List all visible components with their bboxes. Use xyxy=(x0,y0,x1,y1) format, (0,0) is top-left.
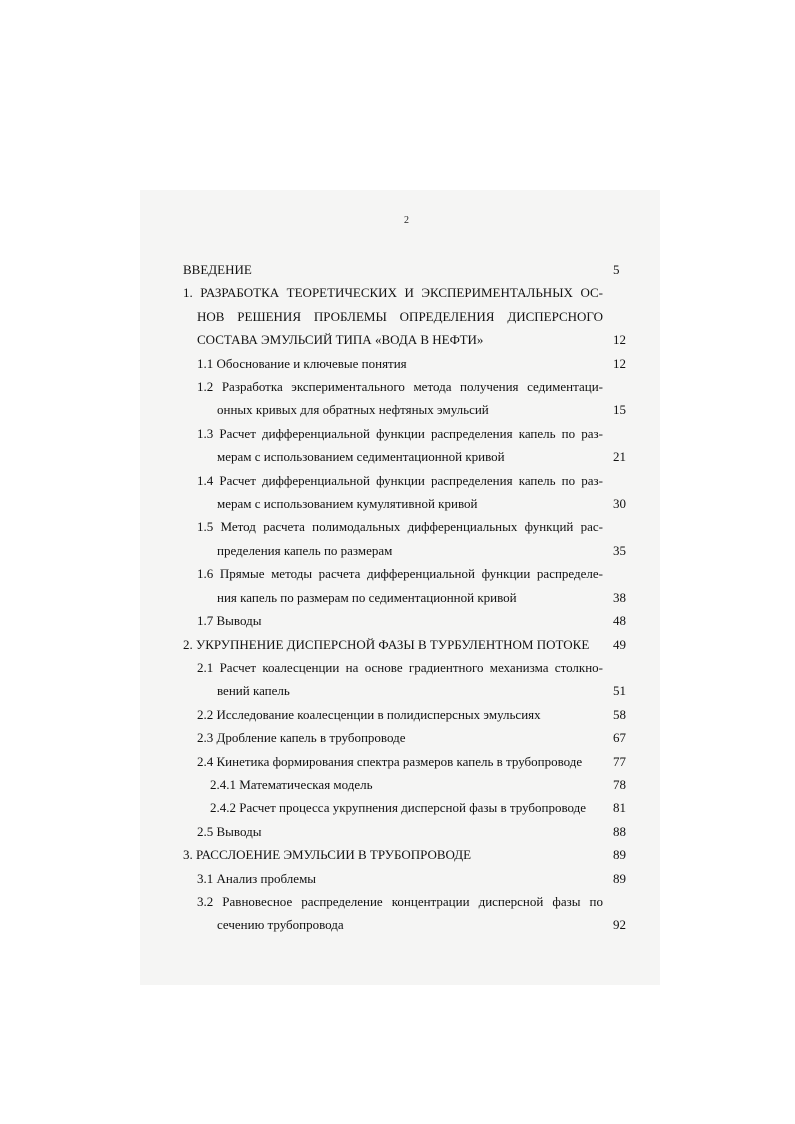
toc-line: 1.2 Разработка экспериментального метода получения седиментаци- xyxy=(197,379,603,395)
toc-entry-2-4 xyxy=(183,750,643,773)
toc-line: 3. РАССЛОЕНИЕ ЭМУЛЬСИИ В ТРУБОПРОВОДЕ xyxy=(183,847,472,863)
toc-entry-3-1 xyxy=(183,867,643,890)
toc-line: 2.4 Кинетика формирования спектра размеров капель в трубопроводе xyxy=(197,753,583,769)
toc-line: онных кривых для обратных нефтяных эмульсий xyxy=(217,402,489,418)
toc-page: 51 xyxy=(613,683,626,699)
toc-line: 2.5 Выводы xyxy=(197,823,262,839)
toc-page: 21 xyxy=(613,449,626,465)
toc-page: 81 xyxy=(613,800,626,816)
toc-page: 5 xyxy=(613,262,620,277)
toc-page: 12 xyxy=(613,332,626,348)
toc-entry-2-1 xyxy=(183,656,643,703)
toc-line: 1.5 Метод расчета полимодальных дифференциальных функций рас- xyxy=(197,519,603,535)
toc-page: 77 xyxy=(613,753,626,769)
toc-entry-1-3 xyxy=(183,422,643,469)
toc-entry-1-4 xyxy=(183,469,643,516)
toc-page: 12 xyxy=(613,355,626,371)
toc-page: 88 xyxy=(613,823,626,839)
toc-line: сечению трубопровода xyxy=(217,917,344,933)
toc-line: 1.6 Прямые методы расчета дифференциальной функции распределе- xyxy=(197,566,603,582)
toc-line: 1.4 Расчет дифференциальной функции распределения капель по раз- xyxy=(197,472,603,488)
toc-line: 2.3 Дробление капель в трубопроводе xyxy=(197,730,406,746)
toc-page: 67 xyxy=(613,730,626,746)
page-number: 2 xyxy=(404,215,409,226)
toc-line: мерам с использованием кумулятивной кривой xyxy=(217,496,478,512)
toc-line: вений капель xyxy=(217,683,290,699)
toc-line: 1.7 Выводы xyxy=(197,613,262,629)
toc-entry-2-4-1 xyxy=(183,773,643,796)
toc-line: 2.1 Расчет коалесценции на основе градиентного механизма столкно- xyxy=(197,659,603,675)
toc-line: 2.4.1 Математическая модель xyxy=(210,776,373,792)
toc-page: 48 xyxy=(613,613,626,629)
toc-line: ВВЕДЕНИЕ xyxy=(183,262,252,277)
toc-page: 35 xyxy=(613,542,626,558)
toc-page: 58 xyxy=(613,706,626,722)
toc-line: пределения капель по размерам xyxy=(217,542,393,558)
table-of-contents xyxy=(183,258,643,937)
toc-entry-1-2 xyxy=(183,375,643,422)
toc-line: 3.1 Анализ проблемы xyxy=(197,870,317,886)
toc-page: 78 xyxy=(613,776,626,792)
toc-entry-1-5 xyxy=(183,515,643,562)
toc-line: 2.4.2 Расчет процесса укрупнения дисперсной фазы в трубопроводе xyxy=(210,800,587,816)
toc-line: мерам с использованием седиментационной кривой xyxy=(217,449,505,465)
toc-page: 89 xyxy=(613,870,626,886)
toc-line: 1.1 Обоснование и ключевые понятия xyxy=(197,355,407,371)
toc-entry-introduction xyxy=(183,258,643,281)
toc-entry-1-1 xyxy=(183,352,643,375)
toc-page: 92 xyxy=(613,917,626,933)
toc-page: 49 xyxy=(613,636,626,652)
toc-page: 30 xyxy=(613,496,626,512)
toc-entry-chapter-1 xyxy=(183,281,643,351)
toc-entry-2-2 xyxy=(183,703,643,726)
toc-entry-2-3 xyxy=(183,726,643,749)
toc-line: 3.2 Равновесное распределение концентрации дисперсной фазы по xyxy=(197,893,603,909)
toc-entry-chapter-2 xyxy=(183,633,643,656)
toc-entry-2-4-2 xyxy=(183,796,643,819)
toc-entry-1-7 xyxy=(183,609,643,632)
toc-line: 1. РАЗРАБОТКА ТЕОРЕТИЧЕСКИХ И ЭКСПЕРИМЕНТАЛЬНЫХ ОС- xyxy=(183,285,603,301)
toc-line: ния капель по размерам по седиментационной кривой xyxy=(217,589,517,605)
toc-page: 89 xyxy=(613,847,626,863)
toc-line: СОСТАВА ЭМУЛЬСИЙ ТИПА «ВОДА В НЕФТИ» xyxy=(197,332,484,348)
toc-entry-3-2 xyxy=(183,890,643,937)
toc-page: 38 xyxy=(613,589,626,605)
toc-entry-chapter-3 xyxy=(183,843,643,866)
toc-line: 1.3 Расчет дифференциальной функции распределения капель по раз- xyxy=(197,425,603,441)
toc-entry-2-5 xyxy=(183,820,643,843)
toc-page: 15 xyxy=(613,402,626,418)
toc-line: НОВ РЕШЕНИЯ ПРОБЛЕМЫ ОПРЕДЕЛЕНИЯ ДИСПЕРСНОГО xyxy=(197,308,603,324)
toc-entry-1-6 xyxy=(183,562,643,609)
toc-line: 2.2 Исследование коалесценции в полидисперсных эмульсиях xyxy=(197,706,541,722)
toc-line: 2. УКРУПНЕНИЕ ДИСПЕРСНОЙ ФАЗЫ В ТУРБУЛЕНТНОМ ПОТОКЕ xyxy=(183,636,590,652)
